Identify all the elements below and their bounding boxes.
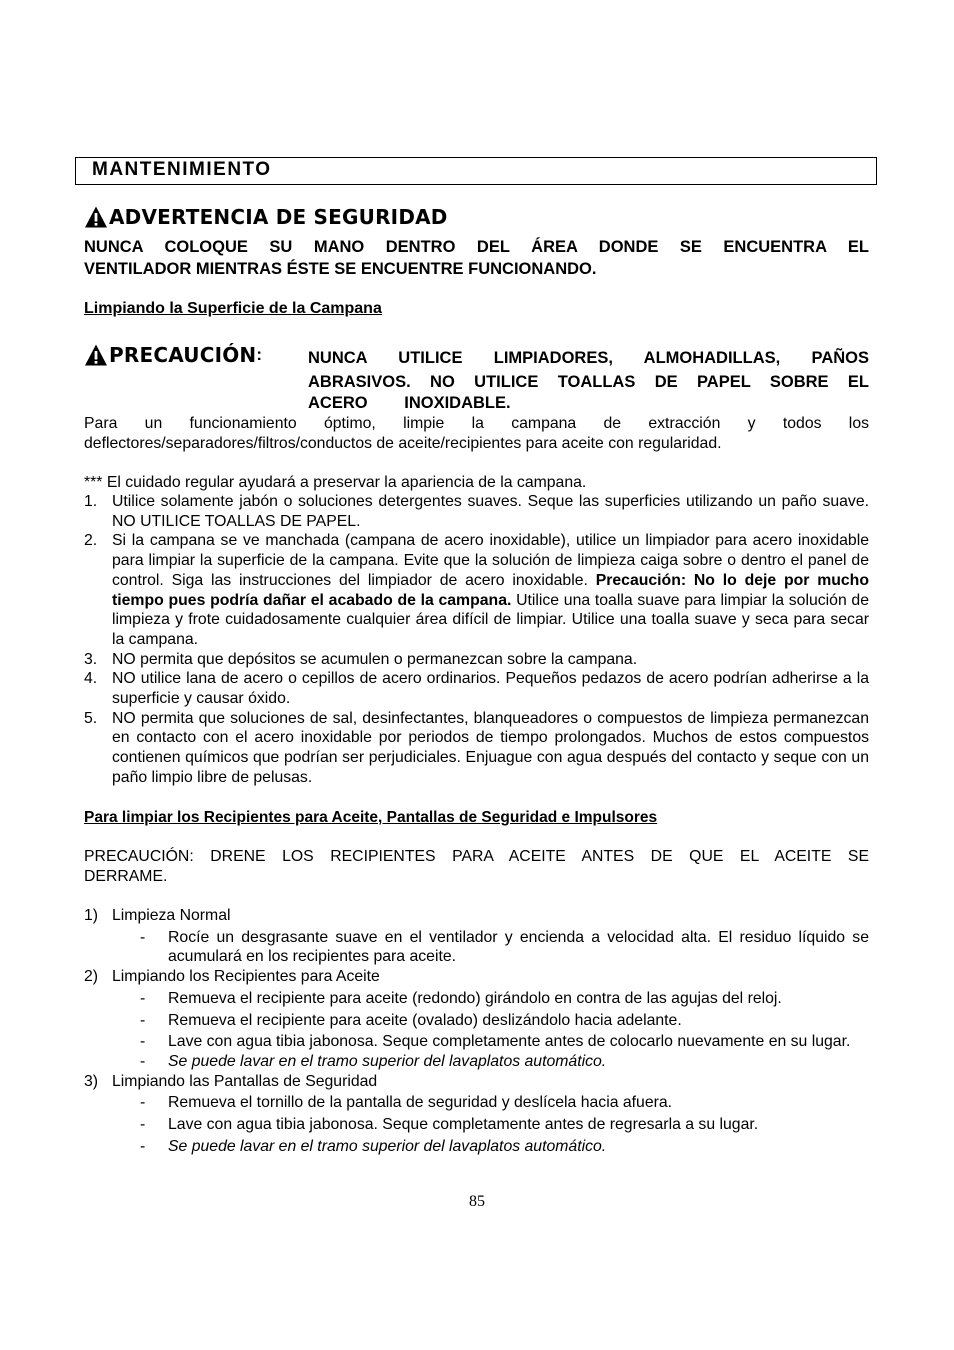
list-item: - Remueva el tornillo de la pantalla de seguridad y deslícela hacia afuera. [140,1094,673,1112]
list-item: 4. NO utilice lana de acero o cepillos de acero ordinarios. Pequeños pedazos de acero podrían adherirse a la superficie y causar óxido. [84,670,869,708]
list-item: 5. NO permita que soluciones de sal, desinfectantes, blanqueadores o compuestos de limpieza permanezcan en contacto con el acero inoxidable por periodos de tiempo prolongados. Muchos de estos compuestos contienen químicos que podrían ser perjudiciales. Enjuague con agua después del contacto y seque con un paño limpio libre de pelusas. [84,709,869,786]
list-item: - Rocíe un desgrasante suave en el ventilador y encienda a velocidad alta. El residuo líquido se acumulará en los recipientes para aceite. [140,928,869,966]
drain-caution-line1: PRECAUCIÓN: DRENE LOS RECIPIENTES PARA ACEITE ANTES DE QUE EL ACEITE SE [84,848,869,865]
warning-triangle-icon [84,205,108,229]
list-item: 3. NO permita que depósitos se acumulen o permanezcan sobre la campana. [84,650,638,668]
list-item: 1) Limpieza Normal [84,907,231,924]
caution-text-line2: ABRASIVOS. NO UTILICE TOALLAS DE PAPEL SOBRE EL [308,373,869,391]
list-item: - Remueva el recipiente para aceite (redondo) girándolo en contra de las agujas del reloj. [140,989,782,1007]
list-item: - Lave con agua tibia jabonosa. Seque completamente antes de colocarlo nuevamente en su lugar. [140,1033,851,1051]
intro-line2: deflectores/separadores/filtros/conductos de aceite/recipientes para aceite con regularidad. [84,435,722,452]
list-item: 2. Si la campana se ve manchada (campana de acero inoxidable), utilice un limpiador para acero inoxidable para limpiar la superficie de la campana. Evite que la solución de limpieza caiga sobre o dentro el panel de control. Siga las instrucciones del limpiador de acero inoxidable. Precaución: No lo deje por mucho tiempo pues podría dañar el acabado de la campana. Utilice una toalla suave para limpiar la solución de limpieza y frote cuidadosamente cualquier área difícil de limpiar. Utilice una toalla suave y seca para secar la campana. [84,532,870,648]
warning-title: ADVERTENCIA DE SEGURIDAD [109,205,448,229]
caution-text-line3: ACERO INOXIDABLE. [308,394,511,412]
care-note: *** El cuidado regular ayudará a preservar la apariencia de la campana. [84,474,587,491]
warning-text-line2: VENTILADOR MIENTRAS ÉSTE SE ENCUENTRE FUNCIONANDO. [84,260,597,278]
caution-heading [84,343,262,367]
list-item: 3) Limpiando las Pantallas de Seguridad [84,1072,378,1090]
drain-caution-line2: DERRAME. [84,868,168,885]
list-item: - Se puede lavar en el tramo superior del lavaplatos automático. [140,1137,607,1155]
caution-label: PRECAUCIÓN [109,343,257,367]
warning-triangle-icon [84,343,108,367]
caution-text-line1: NUNCA UTILICE LIMPIADORES, ALMOHADILLAS, PAÑOS [308,349,869,367]
list-item: - Se puede lavar en el tramo superior del lavaplatos automático. [140,1052,607,1070]
list-item: - Remueva el recipiente para aceite (ovalado) deslizándolo hacia adelante. [140,1011,682,1029]
page-number: 85 [469,1193,485,1210]
list-item: 2) Limpiando los Recipientes para Aceite [84,968,380,986]
section-heading-surface: Limpiando la Superficie de la Campana [84,300,382,317]
oil-cleaning-steps [84,906,869,1156]
safety-warning-heading [84,205,448,229]
list-item: 1. Utilice solamente jabón o soluciones detergentes suaves. Seque las superficies utilizando un paño suave. NO UTILICE TOALLAS DE PAPEL. [84,493,869,530]
warning-text-line1: NUNCA COLOQUE SU MANO DENTRO DEL ÁREA DONDE SE ENCUENTRA EL [84,238,869,256]
surface-cleaning-steps [84,492,869,788]
intro-line1: Para un funcionamiento óptimo, limpie la campana de extracción y todos los [84,415,869,432]
section-heading-oil-containers: Para limpiar los Recipientes para Aceite, Pantallas de Seguridad e Impulsores [84,809,658,826]
caution-colon: : [256,345,263,364]
list-item: - Lave con agua tibia jabonosa. Seque completamente antes de regresarla a su lugar. [140,1116,759,1134]
section-title: MANTENIMIENTO [92,159,272,180]
